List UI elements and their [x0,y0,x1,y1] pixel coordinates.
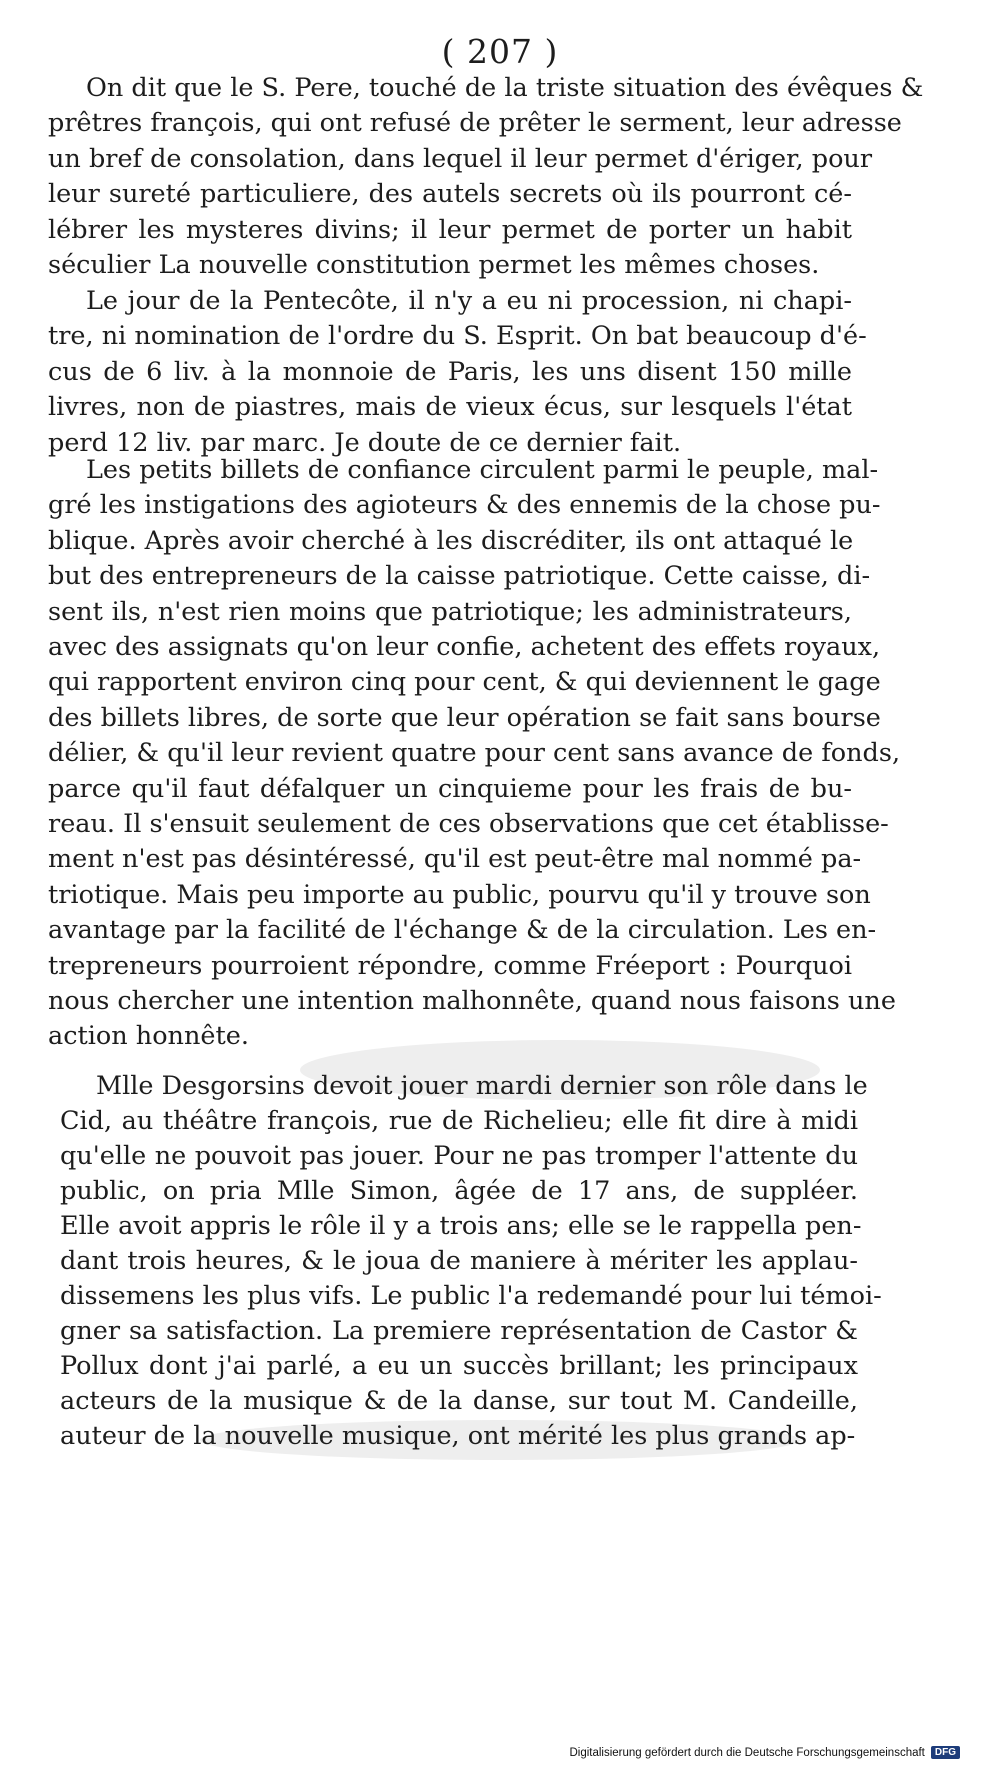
text-line: des billets libres, de sorte que leur opération se fait sans bourse [48,702,881,733]
digitization-credit [569,1746,960,1759]
text-line: avec des assignats qu'on leur confie, achetent des effets royaux, [48,632,881,662]
text-line: action honnête. [48,1021,249,1052]
text-line: dant trois heures, & le joua de maniere à mériter les applau- [60,1246,858,1276]
text-line: Cid, au théâtre françois, rue de Richelieu; elle fit dire à midi [60,1106,858,1136]
text-line: reau. Il s'ensuit seulement de ces observations que cet établisse- [48,809,889,839]
text-line: gner sa satisfaction. La premiere représentation de Castor & [60,1316,858,1346]
page-number: ( 207 ) [441,32,559,71]
text-line: gré les instigations des agioteurs & des ennemis de la chose pu- [48,490,881,521]
text-line: auteur de la nouvelle musique, ont mérité les plus grands ap- [60,1421,856,1451]
text-line: Mlle Desgorsins devoit jouer mardi dernier son rôle dans le [96,1071,868,1101]
text-line: leur sureté particuliere, des autels secrets où ils pourront cé- [48,179,852,210]
text-line: Pollux dont j'ai parlé, a eu un succès brillant; les principaux [60,1351,858,1381]
text-line: Elle avoit appris le rôle il y a trois ans; elle se le rappella pen- [60,1211,862,1241]
text-line: perd 12 liv. par marc. Je doute de ce dernier fait. [48,427,682,458]
text-line: ment n'est pas désintéressé, qu'il est peut-être mal nommé pa- [48,844,862,875]
dfg-logo-icon: DFG [931,1746,960,1759]
text-line: but des entrepreneurs de la caisse patriotique. Cette caisse, di- [48,561,871,592]
text-line: parce qu'il faut défalquer un cinquieme pour les frais de bu- [48,773,852,804]
text-line: trepreneurs pourroient répondre, comme Fréeport : Pourquoi [48,950,852,981]
text-line: lébrer les mysteres divins; il leur permet de porter un habit [48,214,852,245]
text-line: sent ils, n'est rien moins que patriotique; les administrateurs, [48,596,852,627]
text-line: livres, non de piastres, mais de vieux écus, sur lesquels l'état [48,392,852,423]
text-line: séculier La nouvelle constitution permet les mêmes choses. [48,250,820,280]
text-line: qu'elle ne pouvoit pas jouer. Pour ne pas tromper l'attente du [60,1141,858,1171]
text-line: triotique. Mais peu importe au public, pourvu qu'il y trouve son [48,879,871,910]
text-line: délier, & qu'il leur revient quatre pour cent sans avance de fonds, [48,738,901,769]
text-line: cus de 6 liv. à la monnoie de Paris, les uns disent 150 mille [48,356,852,387]
text-line: blique. Après avoir cherché à les discréditer, ils ont attaqué le [48,525,854,556]
credit-text: Digitalisierung gefördert durch die Deutsche Forschungsgemeinschaft [569,1746,925,1759]
text-line: On dit que le S. Pere, touché de la triste situation des évêques & [86,73,924,103]
text-line: dissemens les plus vifs. Le public l'a redemandé pour lui témoi- [60,1281,882,1311]
text-line: qui rapportent environ cinq pour cent, & qui deviennent le gage [48,667,881,698]
text-line: nous chercher une intention malhonnête, quand nous faisons une [48,986,896,1016]
text-line: public, on pria Mlle Simon, âgée de 17 ans, de suppléer. [60,1176,858,1206]
text-line: Les petits billets de confiance circulent parmi le peuple, mal- [86,455,879,485]
text-line: un bref de consolation, dans lequel il leur permet d'ériger, pour [48,143,873,174]
text-line: prêtres françois, qui ont refusé de prêter le serment, leur adresse [48,108,902,139]
text-line: Le jour de la Pentecôte, il n'y a eu ni procession, ni chapi- [86,286,852,316]
text-line: tre, ni nomination de l'ordre du S. Esprit. On bat beaucoup d'é- [48,321,867,352]
text-line: acteurs de la musique & de la danse, sur tout M. Candeille, [60,1386,858,1416]
text-line: avantage par la facilité de l'échange & de la circulation. Les en- [48,915,877,946]
